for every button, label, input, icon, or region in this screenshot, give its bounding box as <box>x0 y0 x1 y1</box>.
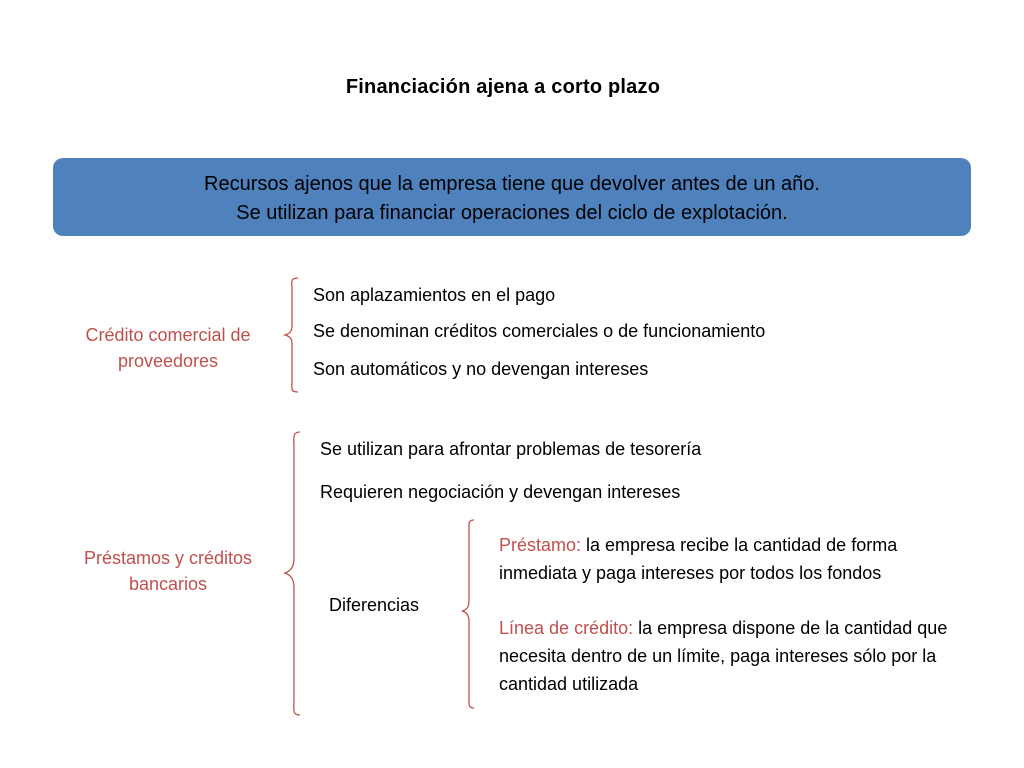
linea-credito-term: Línea de crédito: <box>499 618 634 638</box>
diferencia-linea-credito <box>499 614 959 698</box>
category-prestamos-line-1: Préstamos y créditos <box>83 548 253 568</box>
category-credito-comercial <box>52 322 284 374</box>
linea-credito-text: la empresa dispone de la cantidad que necesita dentro de un límite, paga intereses sólo por la cantidad utilizada <box>499 618 948 694</box>
category-prestamos-line-2: bancarios <box>128 574 208 594</box>
category-credito-comercial-line-2: proveedores <box>117 351 219 371</box>
category-prestamos <box>52 545 284 597</box>
prestamos-item-2: Requieren negociación y devengan intereses <box>320 482 681 502</box>
brace-credito-comercial <box>280 276 304 394</box>
definition-line-2: Se utilizan para financiar operaciones del ciclo de explotación. <box>236 202 788 224</box>
prestamo-term: Préstamo: <box>499 535 582 555</box>
definition-line-1: Recursos ajenos que la empresa tiene que devolver antes de un año. <box>204 173 820 195</box>
prestamo-text: la empresa recibe la cantidad de forma inmediata y paga intereses por todos los fondos <box>499 535 898 583</box>
page-title: Financiación ajena a corto plazo <box>345 76 661 98</box>
diferencias-label: Diferencias <box>329 595 420 615</box>
brace-prestamos <box>280 430 304 718</box>
prestamos-item-1: Se utilizan para afrontar problemas de tesorería <box>320 439 702 459</box>
category-credito-comercial-line-1: Crédito comercial de <box>85 325 251 345</box>
credito-item-3: Son automáticos y no devengan intereses <box>313 359 649 379</box>
definition-box <box>53 158 971 236</box>
credito-item-2: Se denominan créditos comerciales o de funcionamiento <box>313 321 766 341</box>
credito-item-1: Son aplazamientos en el pago <box>313 285 556 305</box>
brace-diferencias <box>458 518 478 710</box>
diferencia-prestamo <box>499 531 969 587</box>
